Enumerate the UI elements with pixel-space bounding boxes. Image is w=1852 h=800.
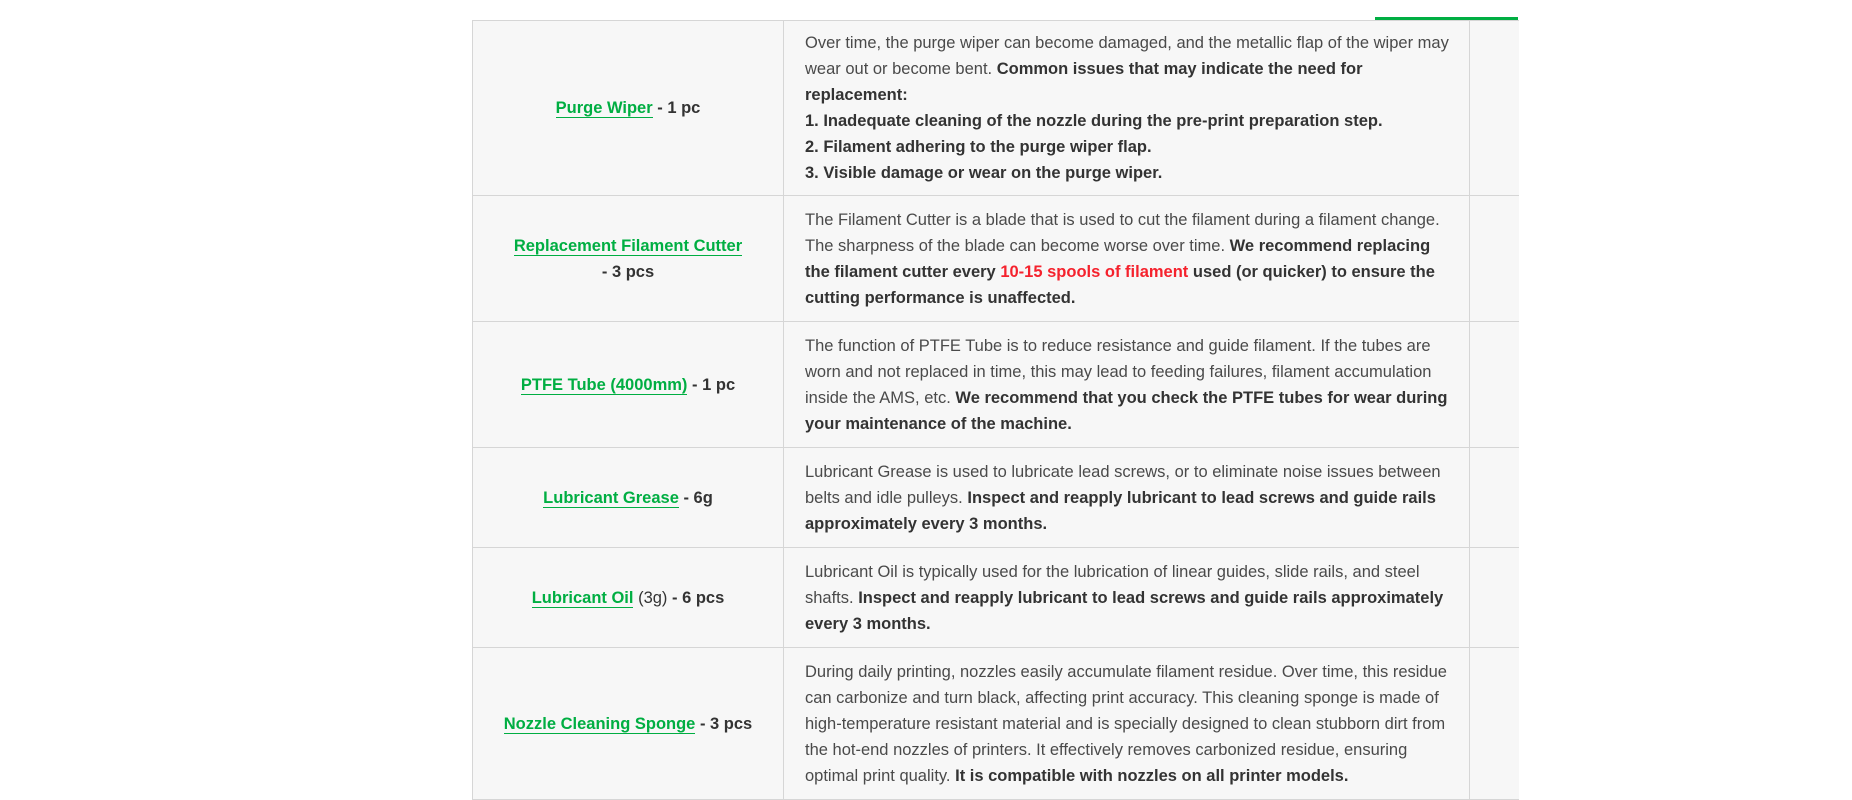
table-row [473,21,1519,196]
desc-emphasis: We recommend that you check the PTFE tubes for wear during your maintenance of the machine. [805,388,1448,433]
part-name-cell [473,21,784,196]
desc-emphasis: We recommend replacing the filament cutter every [805,236,1431,281]
table-row [473,548,1519,648]
part-link-purge-wiper[interactable]: Purge Wiper [555,99,653,117]
issue-item: 1. Inadequate cleaning of the nozzle during the pre-print preparation step. [805,112,1383,130]
part-name-cell [473,322,784,448]
part-qty: - 1 pc [652,99,701,117]
parts-table-container [472,20,1518,800]
extra-cell [1470,448,1519,548]
part-qty: - 1 pc [687,375,736,394]
table-row [473,322,1519,448]
desc-text: The function of PTFE Tube is to reduce resistance and guide filament. If the tubes are worn and not replaced in time, this may lead to feeding failures, filament accumulation inside the AMS, etc. [805,336,1432,407]
desc-emphasis: used (or quicker) to ensure the cutting performance is unaffected. [805,262,1435,307]
table-row [473,196,1519,322]
part-name-cell [473,548,784,648]
desc-text: Lubricant Grease is used to lubricate lead screws, or to eliminate noise issues between belts and idle pulleys. [805,462,1441,507]
part-link-filament-cutter[interactable]: Replacement Filament Cutter [513,236,743,255]
part-description-cell [784,648,1470,800]
part-description-cell [784,448,1470,548]
part-description-cell [784,548,1470,648]
extra-cell [1470,548,1519,648]
issue-item: 2. Filament adhering to the purge wiper flap. [805,138,1152,156]
desc-text: Lubricant Oil is typically used for the lubrication of linear guides, slide rails, and steel shafts. [805,562,1420,607]
desc-emphasis: Inspect and reapply lubricant to lead screws and guide rails approximately every 3 months. [805,588,1444,633]
part-qty: - 3 pcs [601,262,655,281]
maintenance-parts-table [472,20,1519,800]
issue-item: 3. Visible damage or wear on the purge wiper. [805,164,1163,182]
extra-cell [1470,322,1519,448]
table-row [473,448,1519,548]
part-description-cell [784,21,1470,196]
desc-text: The Filament Cutter is a blade that is used to cut the filament during a filament change. The sharpness of the blade can become worse over time. [805,210,1440,255]
table-row [473,648,1519,800]
part-qty: - 6 pcs [667,588,725,607]
part-link-lubricant-grease[interactable]: Lubricant Grease [543,488,679,507]
desc-emphasis: Inspect and reapply lubricant to lead screws and guide rails approximately every 3 months. [805,488,1436,533]
part-name-cell [473,196,784,322]
desc-text: Over time, the purge wiper can become damaged, and the metallic flap of the wiper may wear out or become bent. [805,34,1449,78]
part-name-cell [473,448,784,548]
part-link-lubricant-oil[interactable]: Lubricant Oil [531,588,634,607]
part-qty: - 6g [678,488,713,507]
desc-text: During daily printing, nozzles easily accumulate filament residue. Over time, this residue can carbonize and turn black, affecting print accuracy. This cleaning sponge is made of high-temperature resistant material and is specially designed to clean stubborn dirt from the hot-end nozzles of printers. It effectively removes carbonized residue, ensuring optimal print quality. [805,662,1447,785]
desc-highlight: 10-15 spools of filament [1000,262,1189,281]
part-description-cell [784,196,1470,322]
part-description-cell [784,322,1470,448]
desc-emphasis: Common issues that may indicate the need for replacement: [805,60,1363,104]
extra-cell [1470,648,1519,800]
desc-emphasis: It is compatible with nozzles on all printer models. [955,766,1349,785]
part-name-cell [473,648,784,800]
part-qty: - 3 pcs [695,714,753,733]
extra-cell [1470,21,1519,196]
part-qty-detail: (3g) [633,588,668,607]
part-link-ptfe-tube[interactable]: PTFE Tube (4000mm) [520,375,688,394]
part-link-nozzle-cleaning-sponge[interactable]: Nozzle Cleaning Sponge [503,714,696,733]
extra-cell [1470,196,1519,322]
